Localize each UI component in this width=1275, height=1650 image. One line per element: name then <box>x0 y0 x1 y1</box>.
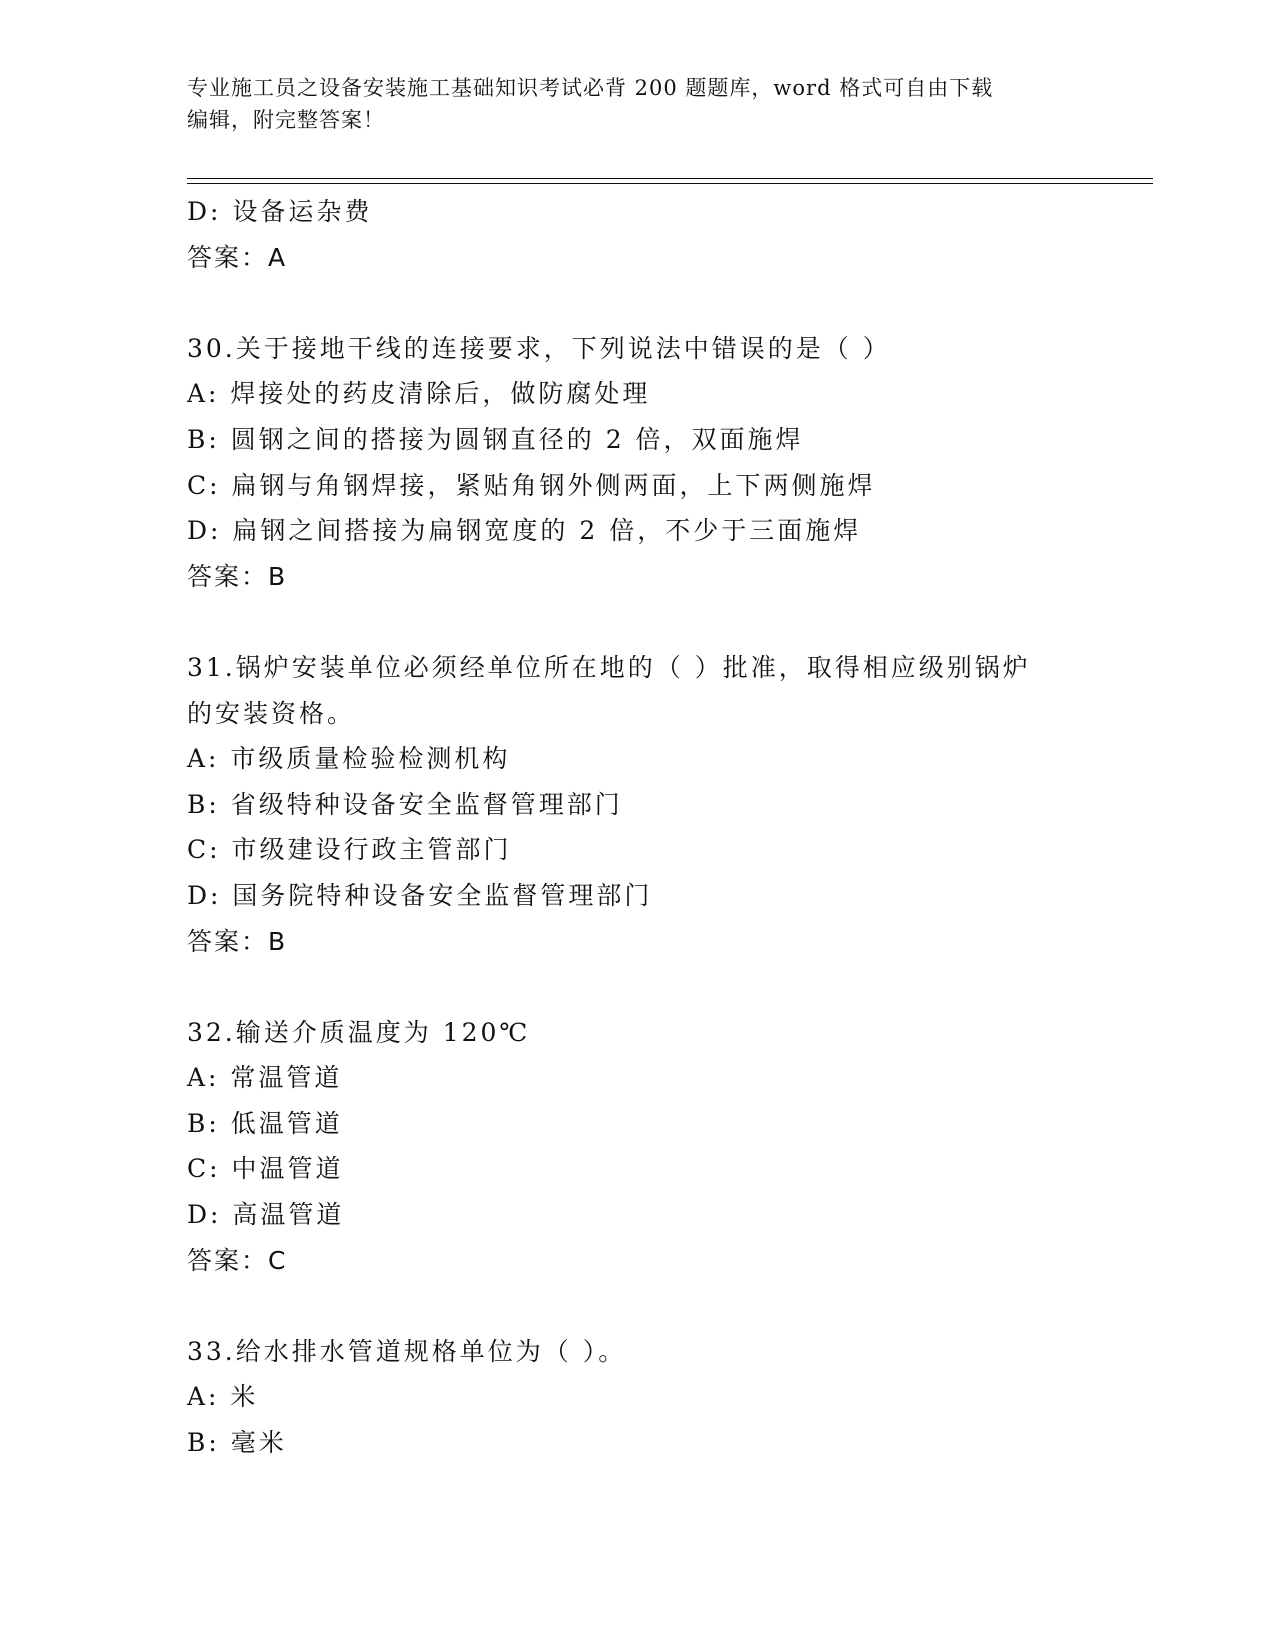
document-header <box>187 72 1067 136</box>
answer-value: B <box>268 561 287 591</box>
option-a: A: 常温管道 <box>187 1063 343 1093</box>
spacer <box>187 964 1087 1010</box>
answer-line <box>187 554 1087 600</box>
option-d: D: 国务院特种设备安全监督管理部门 <box>187 880 653 910</box>
option-d: D: 设备运杂费 <box>187 197 373 226</box>
option-b: B: 低温管道 <box>187 1108 343 1138</box>
question-text: 30.关于接地干线的连接要求，下列说法中错误的是（ ） <box>187 333 891 363</box>
option-a: A: 焊接处的药皮清除后，做防腐处理 <box>187 379 651 409</box>
question-text: 31.锅炉安装单位必须经单位所在地的（ ）批准，取得相应级别锅炉 <box>187 652 1031 682</box>
answer-value: B <box>268 926 287 956</box>
answer-value: C <box>268 1245 287 1275</box>
option-c: C: 扁钢与角钢焊接，紧贴角钢外侧两面，上下两侧施焊 <box>187 470 876 500</box>
spacer <box>187 599 1087 645</box>
header-divider <box>187 183 1153 184</box>
question-text: 32.输送介质温度为 120℃ <box>187 1017 531 1047</box>
answer-line <box>187 235 1087 281</box>
header-line: 专业施工员之设备安装施工基础知识考试必背 200 题题库，word 格式可自由下载 <box>187 76 994 100</box>
option-c: C: 市级建设行政主管部门 <box>187 835 512 865</box>
answer-label: 答案： <box>187 242 269 272</box>
option-a: A: 市级质量检验检测机构 <box>187 744 511 774</box>
spacer <box>187 1283 1087 1329</box>
answer-line <box>187 919 1087 965</box>
option-d: D: 高温管道 <box>187 1200 345 1230</box>
header-line: 编辑，附完整答案！ <box>187 108 385 132</box>
option-b: B: 圆钢之间的搭接为圆钢直径的 2 倍，双面施焊 <box>187 424 804 454</box>
option-a: A: 米 <box>187 1382 259 1412</box>
spacer <box>187 280 1087 326</box>
question-text-continued: 的安装资格。 <box>187 698 356 728</box>
answer-label: 答案： <box>187 561 269 591</box>
answer-label: 答案： <box>187 926 269 956</box>
option-d: D: 扁钢之间搭接为扁钢宽度的 2 倍，不少于三面施焊 <box>187 516 862 546</box>
question-list <box>187 189 1087 1466</box>
answer-line <box>187 1238 1087 1284</box>
header-divider <box>187 178 1153 179</box>
option-b: B: 省级特种设备安全监督管理部门 <box>187 789 623 819</box>
option-b: B: 毫米 <box>187 1428 287 1458</box>
answer-label: 答案： <box>187 1245 269 1275</box>
option-c: C: 中温管道 <box>187 1154 344 1184</box>
question-text: 33.给水排水管道规格单位为（ ）。 <box>187 1336 627 1366</box>
answer-value: A <box>268 242 287 272</box>
